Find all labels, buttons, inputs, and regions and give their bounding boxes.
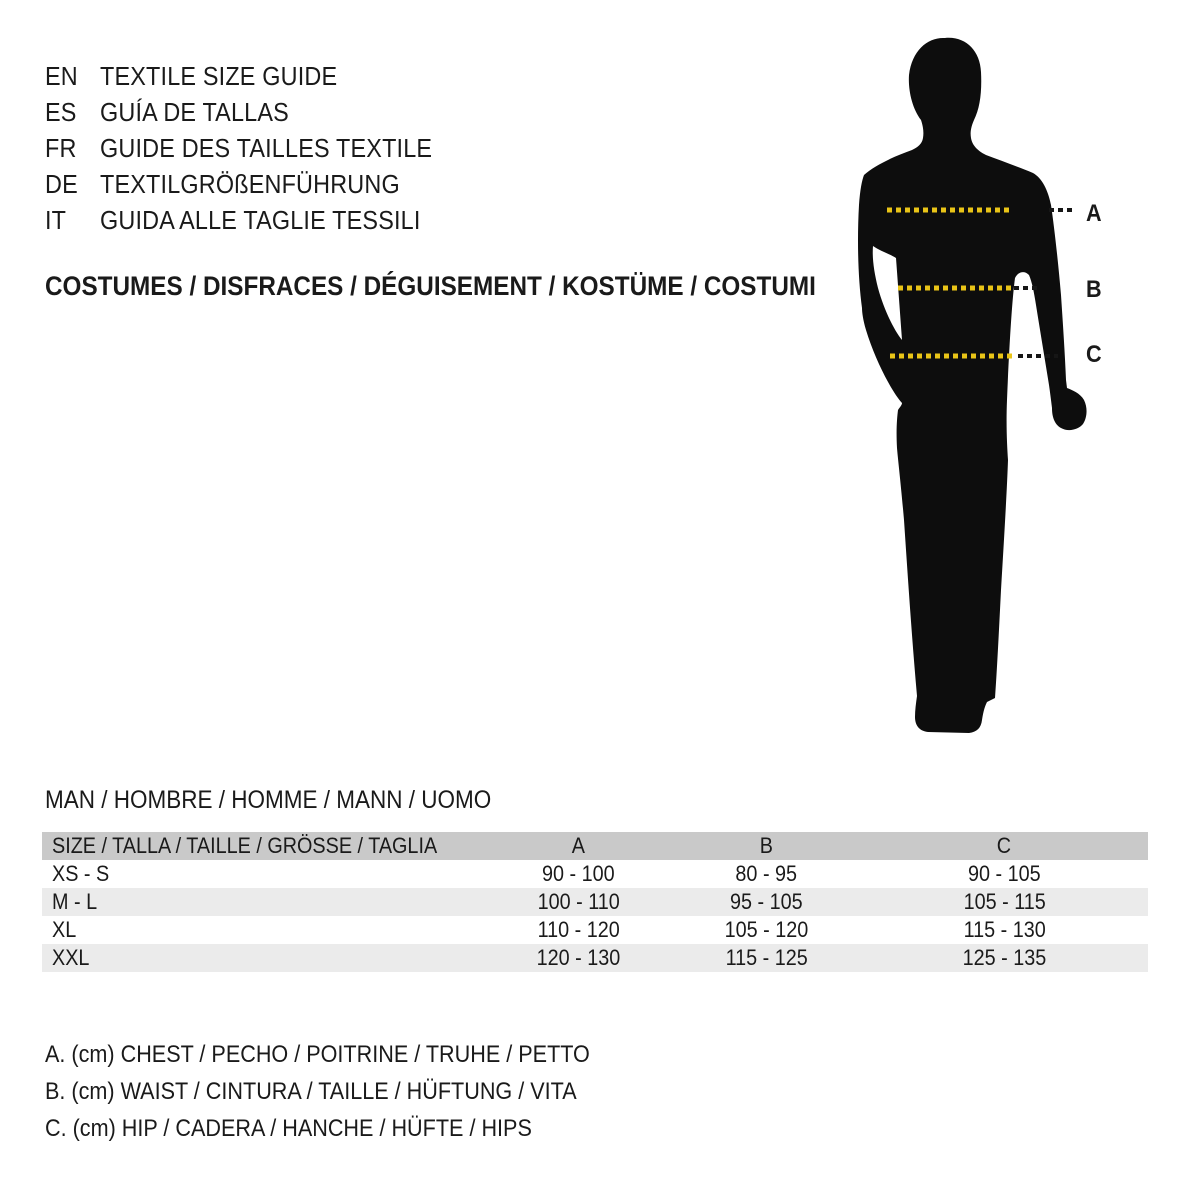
col-a-header: A [484, 832, 672, 860]
value-cell-b: 95 - 105 [672, 888, 860, 916]
language-code: ES [45, 97, 77, 127]
size-cell: XL [52, 917, 77, 942]
table-row [42, 860, 1148, 888]
col-c-header: C [860, 832, 1148, 860]
measure-label-c: C [1086, 341, 1102, 368]
value-cell-b: 115 - 125 [672, 944, 860, 972]
value-cell-a: 90 - 100 [542, 861, 615, 886]
measurement-figure [840, 20, 1140, 750]
value-cell-a: 110 - 120 [537, 917, 620, 942]
language-code: IT [45, 205, 67, 235]
size-table-header-row [42, 832, 1148, 860]
value-cell-c: 105 - 115 [860, 888, 1148, 916]
col-b-header: B [672, 832, 860, 860]
size-cell: XXL [42, 944, 484, 972]
language-row [45, 166, 469, 202]
value-cell-c: 125 - 135 [860, 944, 1148, 972]
legend-line-b: B. (cm) WAIST / CINTURA / TAILLE / HÜFTUNG / VITA [45, 1078, 577, 1105]
table-row [42, 944, 1148, 972]
man-silhouette-svg [840, 20, 1140, 750]
value-cell-b: 105 - 120 [724, 917, 809, 942]
category-heading: COSTUMES / DISFRACES / DÉGUISEMENT / KOSTÜME / COSTUMI [45, 271, 816, 301]
size-header-cell: SIZE / TALLA / TAILLE / GRÖSSE / TAGLIA [42, 832, 484, 860]
size-cell: XS - S [52, 861, 110, 886]
value-cell-a: 120 - 130 [484, 944, 672, 972]
language-title: GUÍA DE TALLAS [100, 97, 289, 127]
table-row [42, 888, 1148, 916]
language-row [45, 130, 469, 166]
language-code: DE [45, 169, 78, 199]
language-row [45, 94, 469, 130]
language-title: GUIDE DES TAILLES TEXTILE [100, 133, 433, 163]
table-row [42, 916, 1148, 944]
language-title: TEXTILGRÖßENFÜHRUNG [100, 169, 400, 199]
man-silhouette [858, 38, 1087, 733]
language-title: GUIDA ALLE TAGLIE TESSILI [100, 205, 421, 235]
value-cell-c: 115 - 130 [963, 917, 1046, 942]
measurement-legend [45, 1036, 650, 1147]
language-row [45, 202, 469, 238]
value-cell-b: 80 - 95 [735, 861, 798, 886]
language-code: FR [45, 133, 77, 163]
gender-section-title: MAN / HOMBRE / HOMME / MANN / UOMO [45, 786, 492, 814]
language-code: EN [45, 61, 78, 91]
language-row [45, 58, 469, 94]
value-cell-c: 90 - 105 [967, 861, 1041, 886]
language-title-list [45, 58, 469, 238]
measure-label-b: B [1086, 276, 1102, 303]
size-table [42, 832, 1148, 972]
legend-line-c: C. (cm) HIP / CADERA / HANCHE / HÜFTE / HIPS [45, 1115, 532, 1142]
size-cell: M - L [42, 888, 484, 916]
legend-line-a: A. (cm) CHEST / PECHO / POITRINE / TRUHE / PETTO [45, 1041, 590, 1068]
language-title: TEXTILE SIZE GUIDE [100, 61, 338, 91]
value-cell-a: 100 - 110 [484, 888, 672, 916]
measure-label-a: A [1086, 200, 1102, 227]
